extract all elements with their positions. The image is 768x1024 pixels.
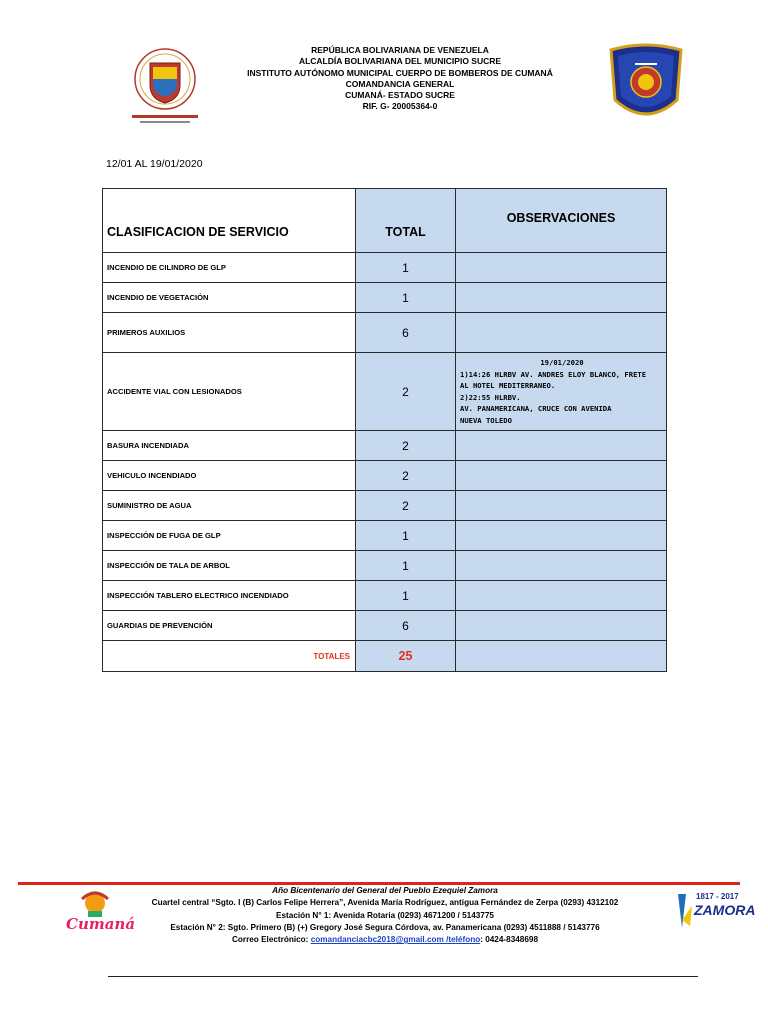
header-total: TOTAL <box>356 189 456 253</box>
zamora-years: 1817 - 2017 <box>696 892 739 901</box>
table-row <box>103 611 667 641</box>
row-observation <box>456 283 667 313</box>
phone-number: : 0424-8348698 <box>480 935 539 945</box>
observation-line: AV. PANAMERICANA, CRUCE CON AVENIDA <box>460 404 612 413</box>
row-total: 1 <box>356 253 456 283</box>
totals-observation <box>456 641 667 672</box>
table-row <box>103 521 667 551</box>
table-row <box>103 581 667 611</box>
footer-address-line: Cuartel central “Sgto. I (B) Carlos Felipe Herrera”, Avenida María Rodríguez, antigua Fernández de Zerpa (0293) 4312102 <box>151 898 619 908</box>
row-total: 2 <box>356 431 456 461</box>
row-total: 1 <box>356 521 456 551</box>
totals-label: TOTALES <box>103 641 356 672</box>
table-row <box>103 353 667 431</box>
footer-station1-line: Estación N° 1: Avenida Rotaria (0293) 4671200 / 5143775 <box>276 910 494 920</box>
row-service: VEHICULO INCENDIADO <box>103 461 356 491</box>
email-label: Correo Electrónico: <box>231 935 309 945</box>
row-total: 6 <box>356 611 456 641</box>
header-observations: OBSERVACIONES <box>456 189 667 253</box>
table-row <box>103 461 667 491</box>
table-row <box>103 551 667 581</box>
row-observation <box>456 253 667 283</box>
totals-row <box>103 641 667 672</box>
header-line-comandancia: COMANDANCIA GENERAL <box>345 78 455 89</box>
table-row <box>103 491 667 521</box>
row-total: 1 <box>356 551 456 581</box>
row-total: 2 <box>356 491 456 521</box>
email-link[interactable]: comandanciacbc2018@gmail.com /teléfono <box>310 935 481 945</box>
row-service: PRIMEROS AUXILIOS <box>103 313 356 353</box>
row-service: INCENDIO DE CILINDRO DE GLP <box>103 253 356 283</box>
header-line-alcaldia: ALCALDÍA BOLIVARIANA DEL MUNICIPIO SUCRE <box>298 56 502 67</box>
row-observation <box>456 461 667 491</box>
observation-line: 2)22:55 HLRBV. <box>460 392 521 402</box>
header-line-city: CUMANÁ- ESTADO SUCRE <box>345 90 455 101</box>
footer-station2-line: Estación N° 2: Sgto. Primero (B) (+) Gregory José Segura Córdova, av. Panamericana (0293) 4511888 / 5143776 <box>170 922 600 932</box>
row-observation <box>456 431 667 461</box>
observation-text <box>456 357 666 426</box>
row-total: 2 <box>356 353 456 431</box>
row-observation <box>456 313 667 353</box>
totals-value: 25 <box>356 641 456 672</box>
footer-text <box>120 885 650 946</box>
table-row <box>103 313 667 353</box>
bombero-badge-icon <box>605 42 687 128</box>
row-observation <box>456 491 667 521</box>
row-service: BASURA INCENDIADA <box>103 431 356 461</box>
row-total: 1 <box>356 283 456 313</box>
observation-line: AL HOTEL MEDITERRANEO. <box>460 381 556 390</box>
observation-line: NUEVA TOLEDO <box>460 415 512 425</box>
row-total: 1 <box>356 581 456 611</box>
row-service: INCENDIO DE VEGETACIÓN <box>103 283 356 313</box>
footer-year-line: Año Bicentenario del General del Pueblo Ezequiel Zamora <box>272 886 498 895</box>
zamora-logo-icon <box>676 890 756 934</box>
observation-date: 19/01/2020 <box>540 358 584 367</box>
header-institution-text <box>200 45 600 113</box>
header-line-republic: REPÚBLICA BOLIVARIANA DE VENEZUELA <box>311 45 489 55</box>
table-row <box>103 431 667 461</box>
row-service: ACCIDENTE VIAL CON LESIONADOS <box>103 353 356 431</box>
row-service: INSPECCIÓN DE TALA DE ARBOL <box>103 551 356 581</box>
bottom-divider <box>108 976 698 977</box>
footer-contact-line <box>120 934 650 946</box>
table-row <box>103 283 667 313</box>
date-range: 12/01 AL 19/01/2020 <box>106 158 203 170</box>
header-line-rif: RIF. G- 20005364-0 <box>362 101 438 112</box>
header-service: CLASIFICACION DE SERVICIO <box>103 189 356 253</box>
table-header-row <box>103 189 667 253</box>
observation-line: 1)14:26 HLRBV AV. ANDRES ELOY BLANCO, FRETE <box>460 369 647 379</box>
table-row <box>103 253 667 283</box>
row-observation <box>456 551 667 581</box>
cumana-logo-text: Cumaná <box>66 915 136 933</box>
row-service: GUARDIAS DE PREVENCIÓN <box>103 611 356 641</box>
row-total: 6 <box>356 313 456 353</box>
row-observation <box>456 611 667 641</box>
municipal-coat-of-arms-icon <box>120 45 210 125</box>
row-service: INSPECCIÓN DE FUGA DE GLP <box>103 521 356 551</box>
row-service: SUMINISTRO DE AGUA <box>103 491 356 521</box>
row-observation <box>456 353 667 431</box>
row-observation <box>456 581 667 611</box>
zamora-text: ZAMORA <box>694 902 756 918</box>
row-total: 2 <box>356 461 456 491</box>
service-table <box>102 188 667 672</box>
row-observation <box>456 521 667 551</box>
header-line-institute: INSTITUTO AUTÓNOMO MUNICIPAL CUERPO DE BOMBEROS DE CUMANÁ <box>247 67 553 78</box>
row-service: INSPECCIÓN TABLERO ELECTRICO INCENDIADO <box>103 581 356 611</box>
